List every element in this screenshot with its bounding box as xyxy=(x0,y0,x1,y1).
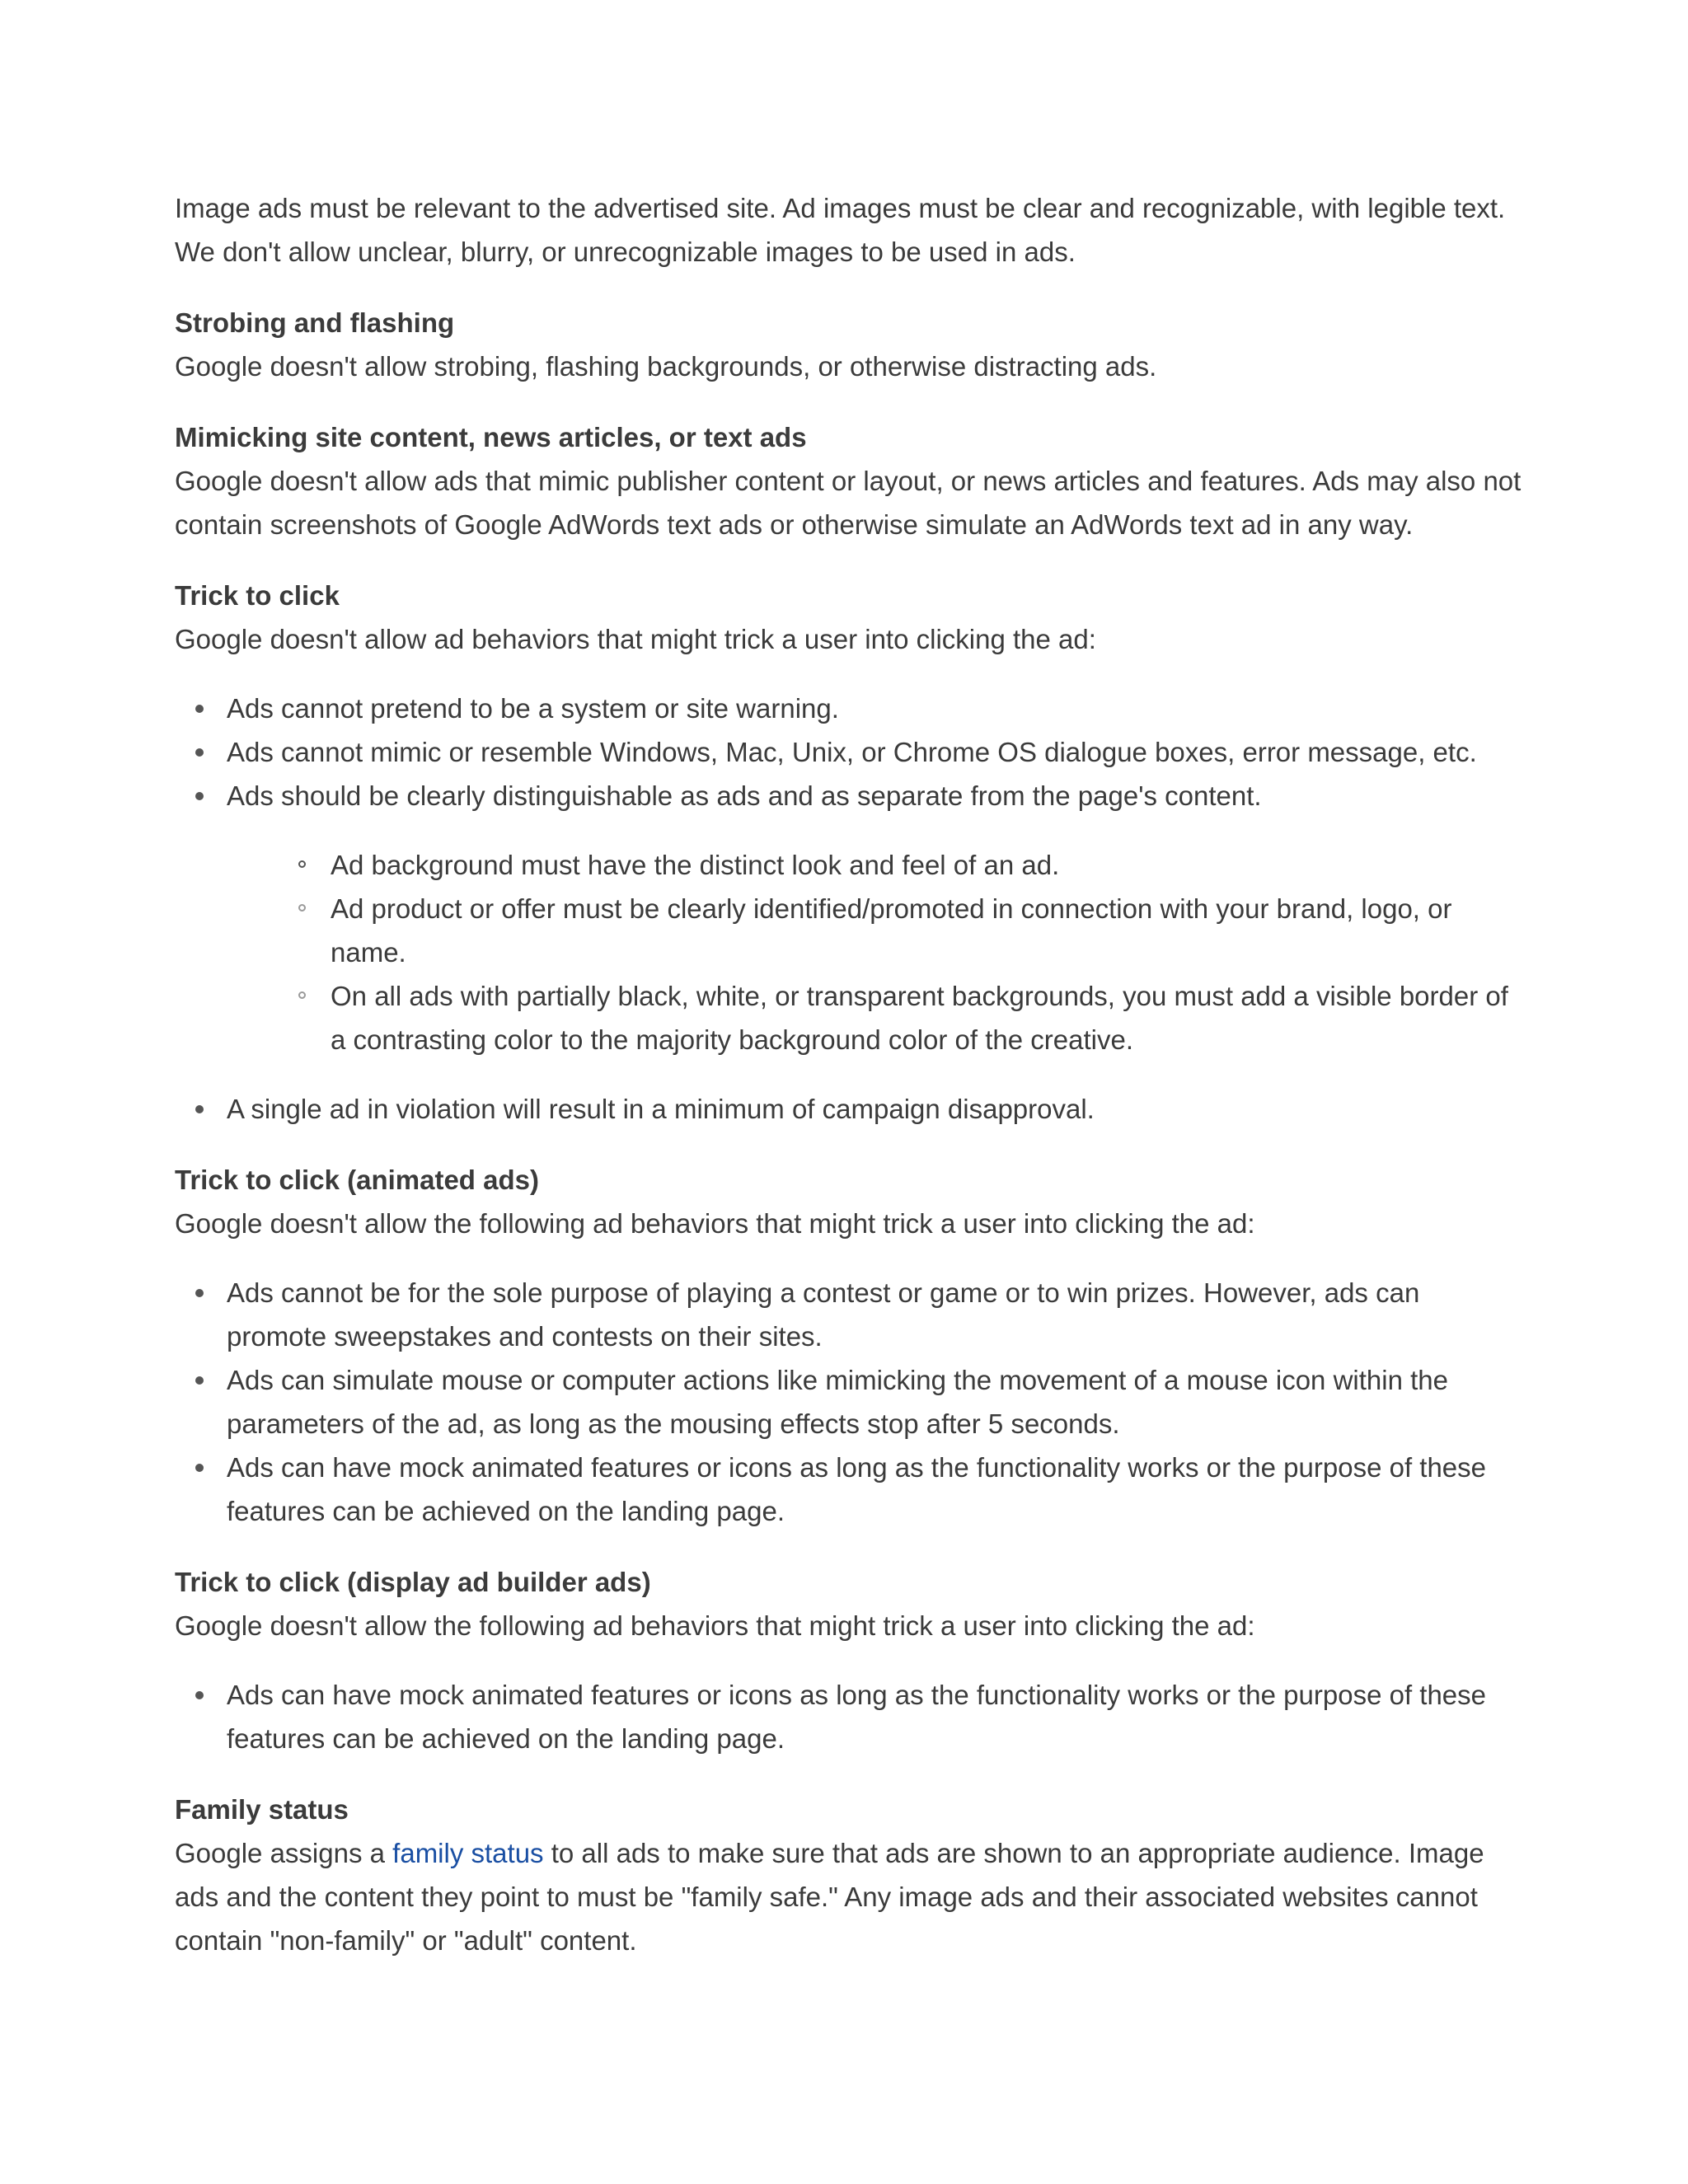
section-heading: Mimicking site content, news articles, or text ads xyxy=(175,422,807,452)
bullet-list xyxy=(175,1271,1526,1533)
section-heading: Family status xyxy=(175,1794,349,1825)
section-text: Google doesn't allow the following ad behaviors that might trick a user into clicking the ad: xyxy=(175,1610,1255,1641)
bullet-list xyxy=(175,1673,1526,1760)
family-status-link[interactable]: family status xyxy=(392,1838,544,1868)
list-item: Ads cannot be for the sole purpose of playing a contest or game or to win prizes. However, ads can promote sweepstakes and contests on their sites. xyxy=(175,1271,1526,1358)
list-item: Ads can simulate mouse or computer actions like mimicking the movement of a mouse icon within the parameters of the ad, as long as the mousing effects stop after 5 seconds. xyxy=(175,1358,1526,1446)
section-text xyxy=(175,1831,1526,1962)
list-item: Ads cannot pretend to be a system or site warning. xyxy=(175,687,1526,730)
list-item: Ads can have mock animated features or icons as long as the functionality works or the purpose of these features can be achieved on the landing page. xyxy=(175,1673,1526,1760)
section-text: Google doesn't allow the following ad behaviors that might trick a user into clicking the ad: xyxy=(175,1208,1255,1239)
document-page xyxy=(175,186,1526,1962)
list-item: A single ad in violation will result in a minimum of campaign disapproval. xyxy=(175,1087,1526,1131)
section-heading: Trick to click xyxy=(175,580,340,611)
section-heading: Strobing and flashing xyxy=(175,307,455,338)
list-item: Ads can have mock animated features or icons as long as the functionality works or the purpose of these features can be achieved on the landing page. xyxy=(175,1446,1526,1533)
text-after-link: to all ads to make sure that ads are shown to an appropriate audience. Image ads and the content they point to must be "family safe." Any image ads and their associated websites cannot contain "non-family" or "adult" content. xyxy=(175,1838,1484,1956)
intro-paragraph: Image ads must be relevant to the advertised site. Ad images must be clear and recognizable, with legible text. We don't allow unclear, blurry, or unrecognizable images to be used in ads. xyxy=(175,193,1506,267)
section-mimicking xyxy=(175,415,1526,546)
sub-list-item: On all ads with partially black, white, or transparent backgrounds, you must add a visible border of a contrasting color to the majority background color of the creative. xyxy=(227,974,1526,1062)
section-heading: Trick to click (animated ads) xyxy=(175,1165,539,1195)
text-before-link: Google assigns a xyxy=(175,1838,393,1868)
list-item: Ads should be clearly distinguishable as ads and as separate from the page's content. xyxy=(175,774,1526,818)
nested-list-container xyxy=(175,843,1526,1062)
sub-bullet-list xyxy=(227,843,1526,1062)
section-trick-to-click-builder xyxy=(175,1560,1526,1760)
section-trick-to-click xyxy=(175,574,1526,1131)
section-text: Google doesn't allow ad behaviors that might trick a user into clicking the ad: xyxy=(175,624,1096,654)
list-item: Ads cannot mimic or resemble Windows, Mac, Unix, or Chrome OS dialogue boxes, error message, etc. xyxy=(175,730,1526,774)
section-text: Google doesn't allow ads that mimic publisher content or layout, or news articles and features. Ads may also not contain screenshots of Google AdWords text ads or otherwise simulate an AdWords text ad in any way. xyxy=(175,466,1522,540)
sub-list-item: Ad background must have the distinct look and feel of an ad. xyxy=(227,843,1526,887)
section-trick-to-click-animated xyxy=(175,1158,1526,1533)
sub-list-item: Ad product or offer must be clearly identified/promoted in connection with your brand, logo, or name. xyxy=(227,887,1526,974)
section-heading: Trick to click (display ad builder ads) xyxy=(175,1567,651,1597)
section-family-status xyxy=(175,1788,1526,1962)
section-text: Google doesn't allow strobing, flashing backgrounds, or otherwise distracting ads. xyxy=(175,351,1157,382)
section-strobing xyxy=(175,301,1526,388)
bullet-list xyxy=(175,687,1526,1131)
